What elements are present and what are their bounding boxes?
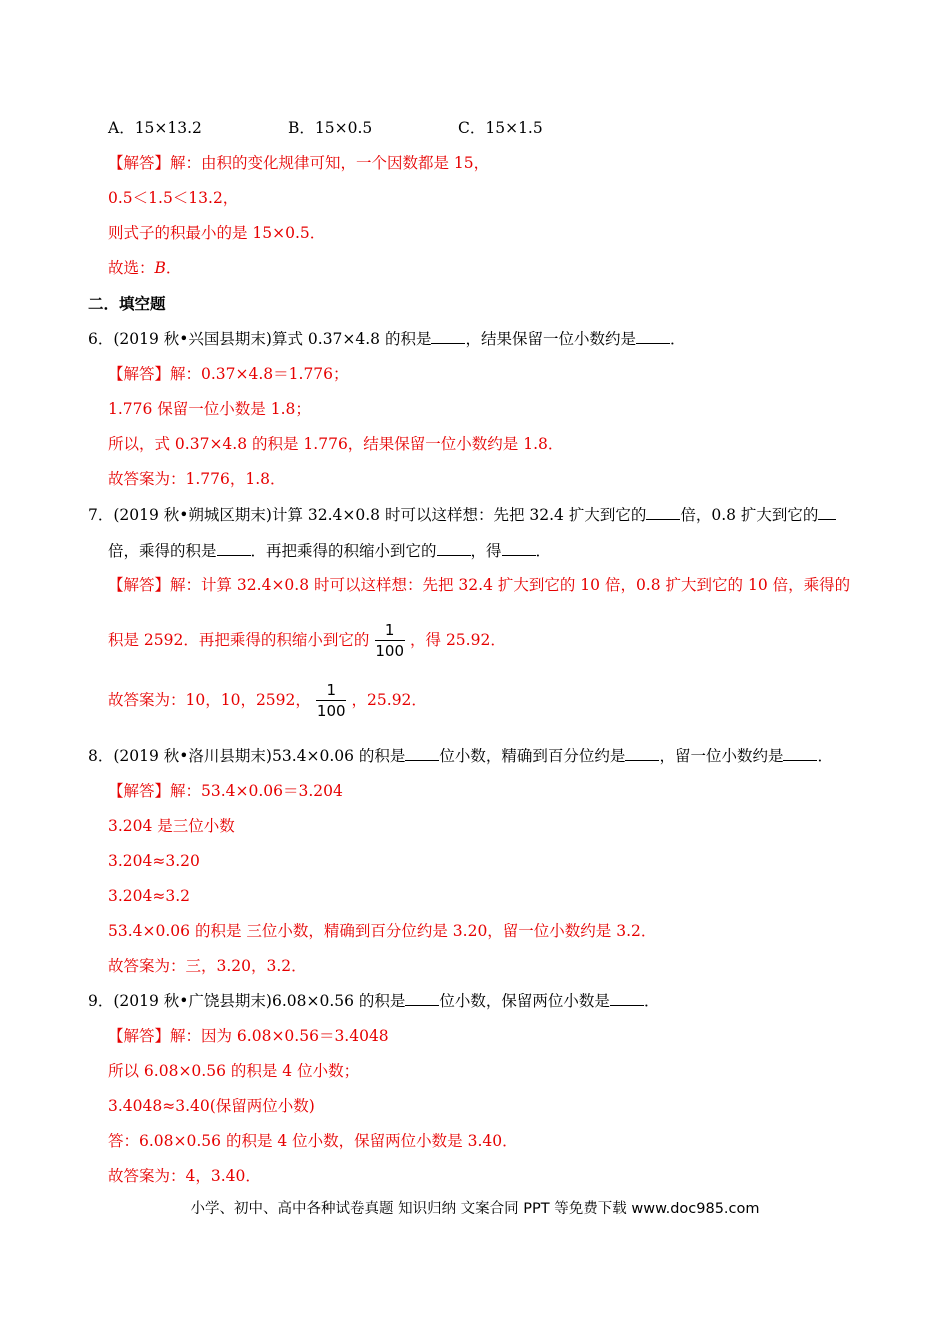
q9-question-mid: 位小数，保留两位小数是 (439, 992, 610, 1010)
q7-line1-a: 7．(2019 秋•朔城区期末)计算 32.4×0.8 时可以这样想：先把 32.4 扩大到它的 (88, 506, 647, 524)
q5-answer-line-1: 【解答】解：由积的变化规律可知，一个因数都是 15， (108, 154, 490, 172)
q6-blank-1 (431, 329, 465, 344)
q8-answer-line-1: 【解答】解：53.4×0.06＝3.204 (108, 782, 343, 800)
q6-answer-line-3: 所以，式 0.37×4.8 的积是 1.776，结果保留一位小数约是 1.8． (108, 435, 564, 453)
q7-question-line-2 (108, 541, 551, 561)
q9-answer-line-5: 故答案为：4，3.40． (108, 1167, 261, 1185)
q5-choice-prefix: 故选： (108, 259, 155, 277)
q9-blank-2 (610, 991, 644, 1006)
q6-question-end: ． (670, 330, 686, 348)
q9-question (88, 991, 659, 1011)
q7-line2-d: ． (535, 542, 552, 560)
q8-blank-2 (625, 746, 659, 761)
q6-answer-line-2: 1.776 保留一位小数是 1.8； (108, 400, 311, 418)
q9-answer-line-1: 【解答】解：因为 6.08×0.56＝3.4048 (108, 1027, 389, 1045)
q5-choice: B (154, 259, 166, 277)
q7-line2-b: ．再把乘得的积缩小到它的 (250, 542, 437, 560)
section-title: 二．填空题 (88, 294, 166, 313)
q6-answer-line-4: 故答案为：1.776，1.8． (108, 470, 286, 488)
q8-answer-line-2: 3.204 是三位小数 (108, 817, 235, 835)
fraction-numerator: 1 (326, 681, 336, 699)
q8-question-mid1: 位小数，精确到百分位约是 (439, 747, 626, 765)
fraction-denominator: 100 (316, 702, 346, 720)
q7-a3-post: ，25.92． (351, 691, 427, 709)
q6-blank-2 (636, 329, 670, 344)
page-footer: 小学、初中、高中各种试卷真题 知识归纳 文案合同 PPT 等免费下载 www.doc985.com (190, 1201, 760, 1217)
q7-line2-a: 倍，乘得的积是 (108, 542, 217, 560)
q7-question-line-1 (88, 505, 836, 525)
fraction-one-hundredth (373, 622, 406, 660)
q9-answer-line-4: 答：6.08×0.56 的积是 4 位小数，保留两位小数是 3.40． (108, 1132, 518, 1150)
q9-blank-1 (405, 991, 439, 1006)
fraction-bar (316, 700, 346, 701)
answer-options (108, 118, 808, 138)
q7-a3-pre: 故答案为：10，10，2592， (108, 691, 311, 709)
q5-choice-suffix: ． (165, 259, 182, 277)
q7-answer-line-3 (108, 682, 427, 720)
q7-line1-b: 倍，0.8 扩大到它的 (680, 506, 819, 524)
q7-blank-2 (818, 505, 836, 520)
option-c: C．15×1.5 (458, 119, 543, 137)
q7-blank-5 (502, 541, 536, 556)
fraction-bar (375, 640, 405, 641)
q9-answer-line-3: 3.4048≈3.40(保留两位小数) (108, 1097, 315, 1115)
q8-answer-line-5: 53.4×0.06 的积是 三位小数，精确到百分位约是 3.20，留一位小数约是 3.2． (108, 922, 657, 940)
q8-question-end: ． (817, 747, 833, 765)
q7-a2-post: ，得 25.92． (410, 631, 506, 649)
q8-answer-line-4: 3.204≈3.2 (108, 887, 191, 905)
q5-answer-line-4 (108, 258, 181, 278)
q7-blank-4 (437, 541, 471, 556)
fraction-denominator: 100 (375, 642, 405, 660)
q7-a2-pre: 积是 2592．再把乘得的积缩小到它的 (108, 631, 370, 649)
q9-question-end: ． (643, 992, 660, 1010)
q6-question (88, 329, 686, 349)
q5-answer-line-2: 0.5＜1.5＜13.2， (108, 189, 239, 207)
q8-blank-3 (783, 746, 817, 761)
q8-answer-line-3: 3.204≈3.20 (108, 852, 200, 870)
q6-question-pre: 6．(2019 秋•兴国县期末)算式 0.37×4.8 的积是 (88, 330, 432, 348)
q7-blank-3 (217, 541, 251, 556)
q9-question-pre: 9．(2019 秋•广饶县期末)6.08×0.56 的积是 (88, 992, 406, 1010)
option-a: A．15×13.2 (108, 119, 202, 137)
q6-answer-line-1: 【解答】解：0.37×4.8＝1.776； (108, 365, 349, 383)
q7-blank-1 (646, 505, 680, 520)
q6-question-mid: ，结果保留一位小数约是 (465, 330, 636, 348)
q7-line2-c: ，得 (470, 542, 502, 560)
q8-question-mid2: ，留一位小数约是 (659, 747, 784, 765)
q8-question (88, 746, 833, 766)
fraction-one-hundredth (315, 682, 348, 720)
fraction-numerator: 1 (384, 621, 395, 639)
q8-question-pre: 8．(2019 秋•洛川县期末)53.4×0.06 的积是 (88, 747, 406, 765)
q5-answer-line-3: 则式子的积最小的是 15×0.5． (108, 224, 326, 242)
option-b: B．15×0.5 (288, 119, 373, 137)
q9-answer-line-2: 所以 6.08×0.56 的积是 4 位小数； (108, 1062, 360, 1080)
q7-answer-line-2 (108, 622, 506, 660)
q8-blank-1 (405, 746, 439, 761)
q8-answer-line-6: 故答案为：三，3.20，3.2． (108, 957, 307, 975)
q7-answer-line-1: 【解答】解：计算 32.4×0.8 时可以这样想：先把 32.4 扩大到它的 10 倍，0.8 扩大到它的 10 倍，乘得的 (108, 576, 851, 594)
